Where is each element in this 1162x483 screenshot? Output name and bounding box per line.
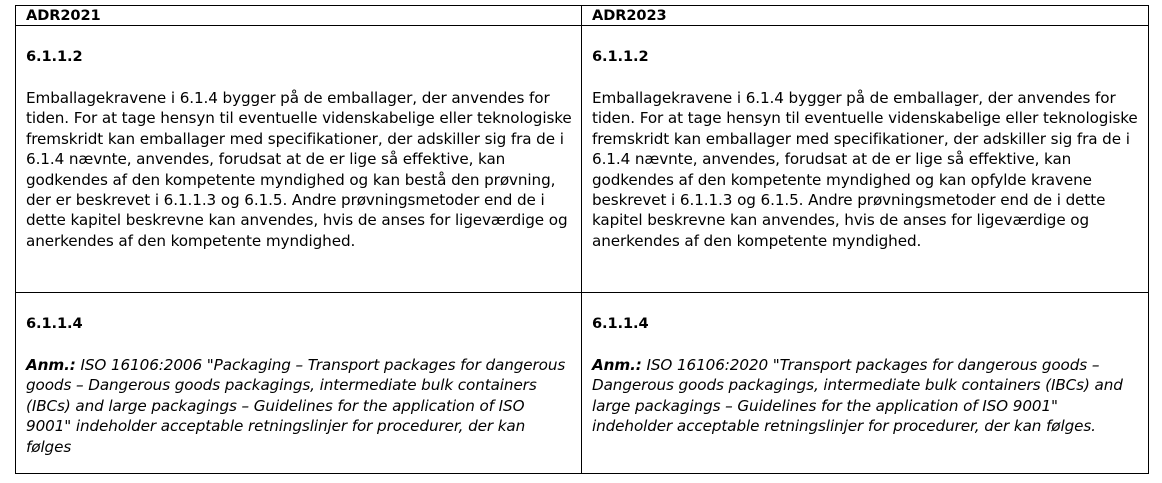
- cell-adr2023-6-1-1-2: [582, 26, 1149, 293]
- note-paragraph: [592, 355, 1140, 437]
- section-number: 6.1.1.2: [26, 48, 83, 65]
- table-row: [16, 293, 1149, 474]
- cell-adr2023-6-1-1-4: [582, 293, 1149, 474]
- cell-adr2021-6-1-1-4: [16, 293, 582, 474]
- note-label: Anm.:: [26, 356, 76, 374]
- note-label: Anm.:: [592, 356, 642, 374]
- table-row: [16, 26, 1149, 293]
- section-text: Emballagekravene i 6.1.4 bygger på de emballager, der anvendes for tiden. For at tage hensyn til eventuelle videnskabelige eller teknologiske fremskridt kan emballager med specifikationer, der adskiller sig fra de i 6.1.4 nævnte, anvendes, forudsat at de er lige så effektive, kan godkendes af den kompetente myndighed og kan bestå den prøvning, der er beskrevet i 6.1.1.3 og 6.1.5. Andre prøvningsmetoder end de i dette kapitel beskrevne kan anvendes, hvis de anses for ligeværdige og anerkendes af den kompetente myndighed.: [26, 89, 572, 250]
- header-adr2021: ADR2021: [16, 6, 582, 26]
- section-number: 6.1.1.2: [592, 48, 649, 65]
- section-number: 6.1.1.4: [592, 315, 649, 332]
- header-adr2023: ADR2023: [582, 6, 1149, 26]
- note-text: ISO 16106:2020 "Transport packages for dangerous goods – Dangerous goods packagings, intermediate bulk containers (IBCs) and large packagings – Guidelines for the application of ISO 9001" indeholder acceptable retningslinjer for procedurer, der kan følges.: [592, 356, 1123, 436]
- section-text: Emballagekravene i 6.1.4 bygger på de emballager, der anvendes for tiden. For at tage hensyn til eventuelle videnskabelige eller teknologiske fremskridt kan emballager med specifikationer, der adskiller sig fra de i 6.1.4 nævnte, anvendes, forudsat at de er lige så effektive, kan godkendes af den kompetente myndighed og kan opfylde kravene beskrevet i 6.1.1.3 og 6.1.5. Andre prøvningsmetoder end de i dette kapitel beskrevne kan anvendes, hvis de anses for ligeværdige og anerkendes af den kompetente myndighed.: [592, 89, 1138, 250]
- header-row: [16, 6, 1149, 26]
- section-number: 6.1.1.4: [26, 315, 83, 332]
- note-paragraph: [26, 355, 573, 457]
- cell-adr2021-6-1-1-2: [16, 26, 582, 293]
- comparison-table: [15, 5, 1149, 474]
- note-text: ISO 16106:2006 "Packaging – Transport packages for dangerous goods – Dangerous goods packagings, intermediate bulk containers (IBCs) and large packagings – Guidelines for the application of ISO 9001" indeholder acceptable retningslinjer for procedurer, der kan følges: [26, 356, 566, 456]
